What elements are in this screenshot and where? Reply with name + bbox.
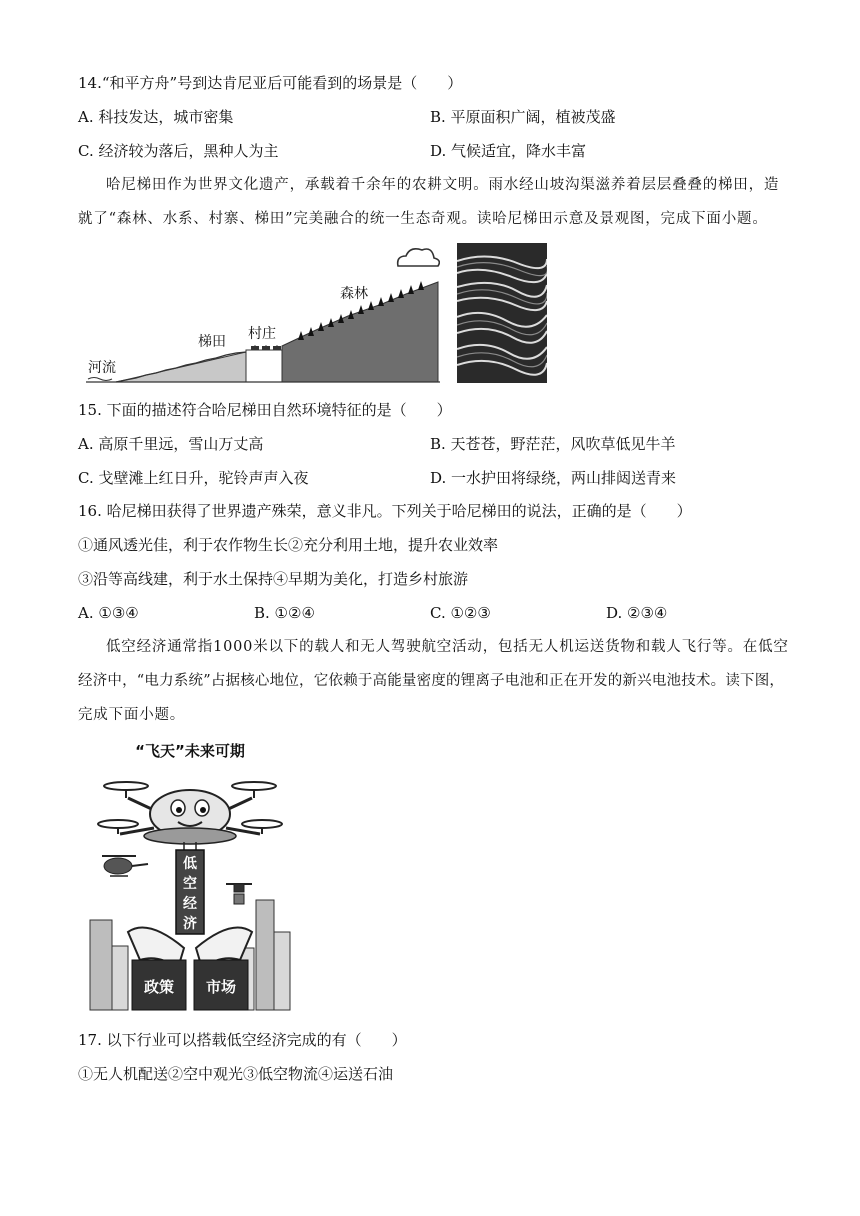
policy-label: 政策 bbox=[143, 978, 175, 996]
q17-items: ①无人机配送②空中观光③低空物流④运送石油 bbox=[78, 1065, 394, 1083]
banner-char-2: 空 bbox=[183, 876, 197, 892]
q14-option-c: C. 经济较为落后，黑种人为主 bbox=[78, 142, 279, 160]
q15-stem: 15. 下面的描述符合哈尼梯田自然环境特征的是（ ） bbox=[78, 401, 452, 419]
q16-option-b: B. ①②④ bbox=[254, 604, 315, 622]
low-altitude-economy-cartoon bbox=[88, 732, 292, 1014]
q15-option-a: A. 高原千里远，雪山万丈高 bbox=[78, 435, 264, 453]
village-block bbox=[246, 350, 282, 382]
banner-char-1: 低 bbox=[183, 856, 197, 872]
cartoon-title: “飞天”未来可期 bbox=[135, 742, 245, 760]
forest-label: 森林 bbox=[340, 286, 368, 302]
q14-option-b: B. 平原面积广阔，植被茂盛 bbox=[430, 108, 616, 126]
terrace-landscape-photo bbox=[457, 243, 547, 383]
banner-char-4: 济 bbox=[183, 916, 197, 932]
q14-stem: 14.“和平方舟”号到达肯尼亚后可能看到的场景是（ ） bbox=[78, 74, 463, 92]
hani-passage-line1: 哈尼梯田作为世界文化遗产，承载着千余年的农耕文明。雨水经山坡沟渠滋养着层层叠叠的梯田，造 bbox=[106, 177, 780, 193]
terrace-label: 梯田 bbox=[198, 334, 226, 350]
helicopter-icon bbox=[102, 856, 148, 876]
banner-char-3: 经 bbox=[183, 896, 197, 912]
q16-items-line1: ①通风透光佳，利于农作物生长②充分利用土地，提升农业效率 bbox=[78, 536, 499, 554]
cloud-icon bbox=[398, 249, 440, 266]
q16-items-line2: ③沿等高线建，利于水土保持④早期为美化，打造乡村旅游 bbox=[78, 570, 469, 588]
terrace-profile-diagram bbox=[86, 242, 440, 386]
q15-option-d: D. 一水护田将绿绕，两山排闼送青来 bbox=[430, 469, 677, 487]
q16-option-a: A. ①③④ bbox=[78, 604, 139, 622]
lowalt-passage-line3: 完成下面小题。 bbox=[78, 707, 186, 723]
village-houses-icon bbox=[251, 345, 281, 350]
lowalt-passage-line2: 经济中，“电力系统”占据核心地位，它依赖于高能量密度的锂离子电池和正在开发的新兴电池技术。读下图， bbox=[78, 673, 785, 689]
village-label: 村庄 bbox=[248, 326, 276, 342]
river-label: 河流 bbox=[88, 360, 116, 376]
river-wave-icon bbox=[88, 378, 112, 381]
q16-option-c: C. ①②③ bbox=[430, 604, 491, 622]
market-label: 市场 bbox=[205, 978, 237, 996]
q15-option-c: C. 戈壁滩上红日升，驼铃声声入夜 bbox=[78, 469, 309, 487]
hani-passage-line2: 就了“森林、水系、村寨、梯田”完美融合的统一生态奇观。读哈尼梯田示意及景观图，完成下面小题。 bbox=[78, 211, 768, 227]
small-drone-icon bbox=[226, 884, 252, 904]
q14-option-a: A. 科技发达，城市密集 bbox=[78, 108, 234, 126]
q16-option-d: D. ②③④ bbox=[606, 604, 668, 622]
lowalt-passage-line1: 低空经济通常指1000米以下的载人和无人驾驶航空活动，包括无人机运送货物和载人飞行等。在低空 bbox=[106, 639, 789, 655]
q16-stem: 16. 哈尼梯田获得了世界遗产殊荣，意义非凡。下列关于哈尼梯田的说法，正确的是（ ） bbox=[78, 502, 692, 520]
q15-option-b: B. 天苍苍，野茫茫，风吹草低见牛羊 bbox=[430, 435, 676, 453]
buildings-left bbox=[90, 920, 128, 1010]
q17-stem: 17. 以下行业可以搭载低空经济完成的有（ ） bbox=[78, 1031, 407, 1049]
q14-option-d: D. 气候适宜，降水丰富 bbox=[430, 142, 587, 160]
